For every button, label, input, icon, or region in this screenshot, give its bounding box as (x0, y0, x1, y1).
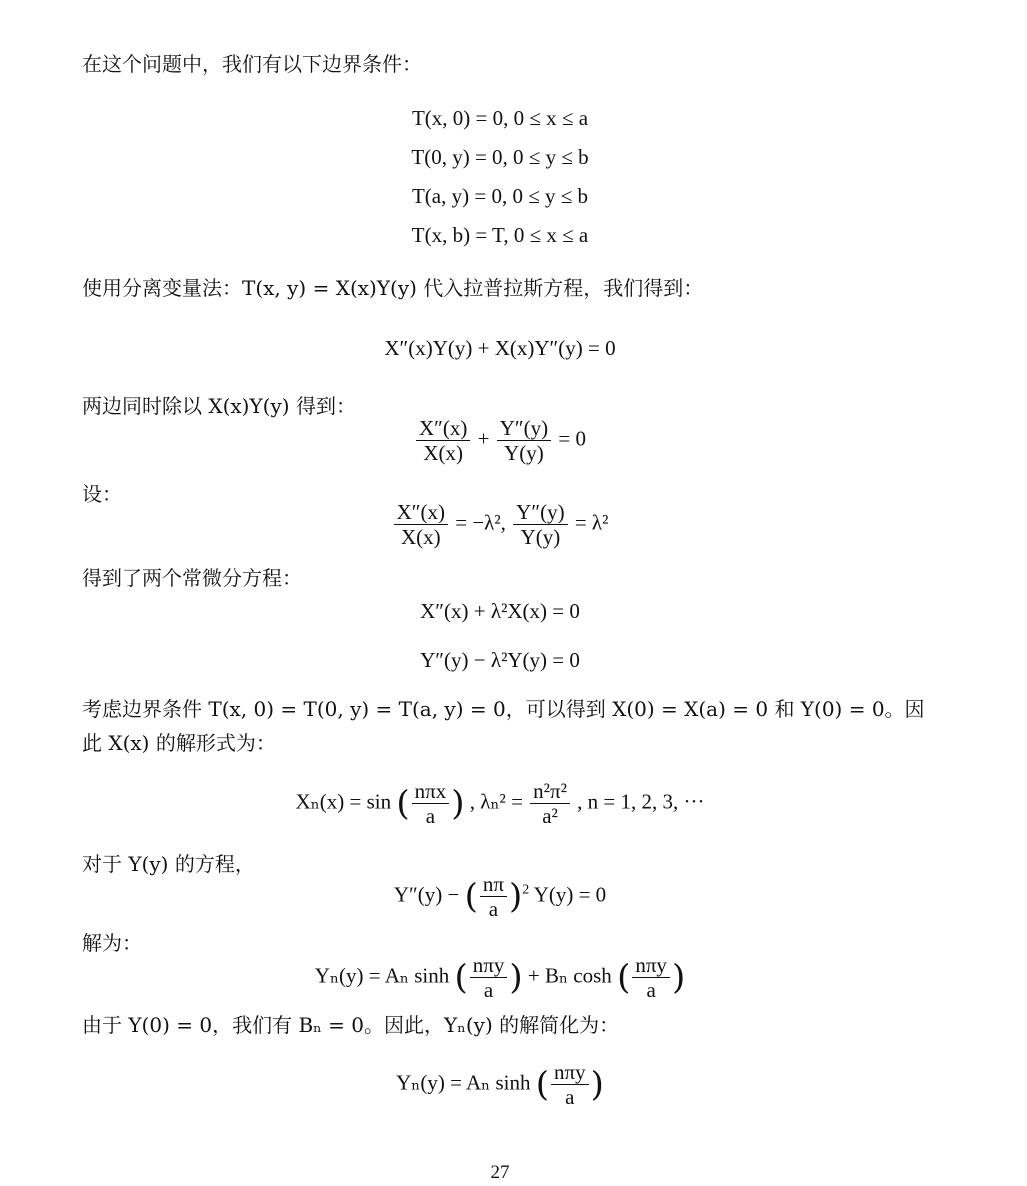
ode-y: Y″(y) − λ²Y(y) = 0 (420, 648, 580, 672)
separation-text: 使用分离变量法：T(x, y) = X(x)Y(y) 代入拉普拉斯方程，我们得到： (82, 276, 704, 300)
consider-text-1: 考虑边界条件 T(x, 0) = T(0, y) = T(a, y) = 0，可以得到 X(0) = X(a) = 0 和 Y(0) = 0。因 (82, 697, 925, 721)
laplace-equation: X″(x)Y(y) + X(x)Y″(y) = 0 (384, 336, 616, 360)
set-text: 设： (82, 482, 122, 506)
ratio-equation: $\frac{X''(x)}{X(x)}$ + $\frac{Y''(y)}{Y(y)}$ = 0 (0, 416, 1000, 465)
boundary-condition-3: T(a, y) = 0, 0 ≤ y ≤ b (411, 184, 589, 208)
since-text: 由于 Y(0) = 0，我们有 Bₙ = 0。因此，Yₙ(y) 的解简化为： (82, 1013, 620, 1037)
y-general-solution: Yₙ(y) = Aₙ sinh ( $\frac{\text{nπy}}{a}$ ) + Bₙ cosh ( $\frac{\text{nπy}}{a}$ ) (314, 953, 686, 1002)
consider-text-2: 此 X(x) 的解形式为： (82, 731, 276, 755)
ode-text: 得到了两个常微分方程： (82, 566, 302, 590)
boundary-condition-2: T(0, y) = 0, 0 ≤ y ≤ b (411, 145, 589, 169)
x-solution: Xₙ(x) = sin ( $\frac{\text{nπx}}{a}$ ) , λₙ² = $\frac{\text{n²π²}}{\text{a²}}$ , n = 1, 2, 3, ··· (295, 779, 705, 828)
intro-text: 在这个问题中，我们有以下边界条件： (82, 52, 422, 76)
separation-constants: $\frac{X''(x)}{X(x)}$ = −λ², $\frac{Y''(y)}{Y(y)}$ = λ² (0, 500, 1000, 549)
solution-text: 解为： (82, 931, 142, 955)
y-final-solution: Yₙ(y) = Aₙ sinh ( $\frac{\text{nπy}}{a}$ ) (396, 1060, 604, 1109)
boundary-condition-1: T(x, 0) = 0, 0 ≤ x ≤ a (411, 106, 589, 130)
boundary-condition-4: T(x, b) = T, 0 ≤ x ≤ a (411, 223, 589, 247)
y-equation: Y″(y) − ( $\frac{n\pi}{a}$ )$^2$ Y(y) = 0 (393, 872, 607, 921)
ode-x: X″(x) + λ²X(x) = 0 (420, 599, 580, 623)
page-number: 27 (490, 1162, 510, 1183)
y-equation-text: 对于 Y(y) 的方程， (82, 852, 255, 876)
divide-text: 两边同时除以 X(x)Y(y) 得到： (82, 394, 356, 418)
